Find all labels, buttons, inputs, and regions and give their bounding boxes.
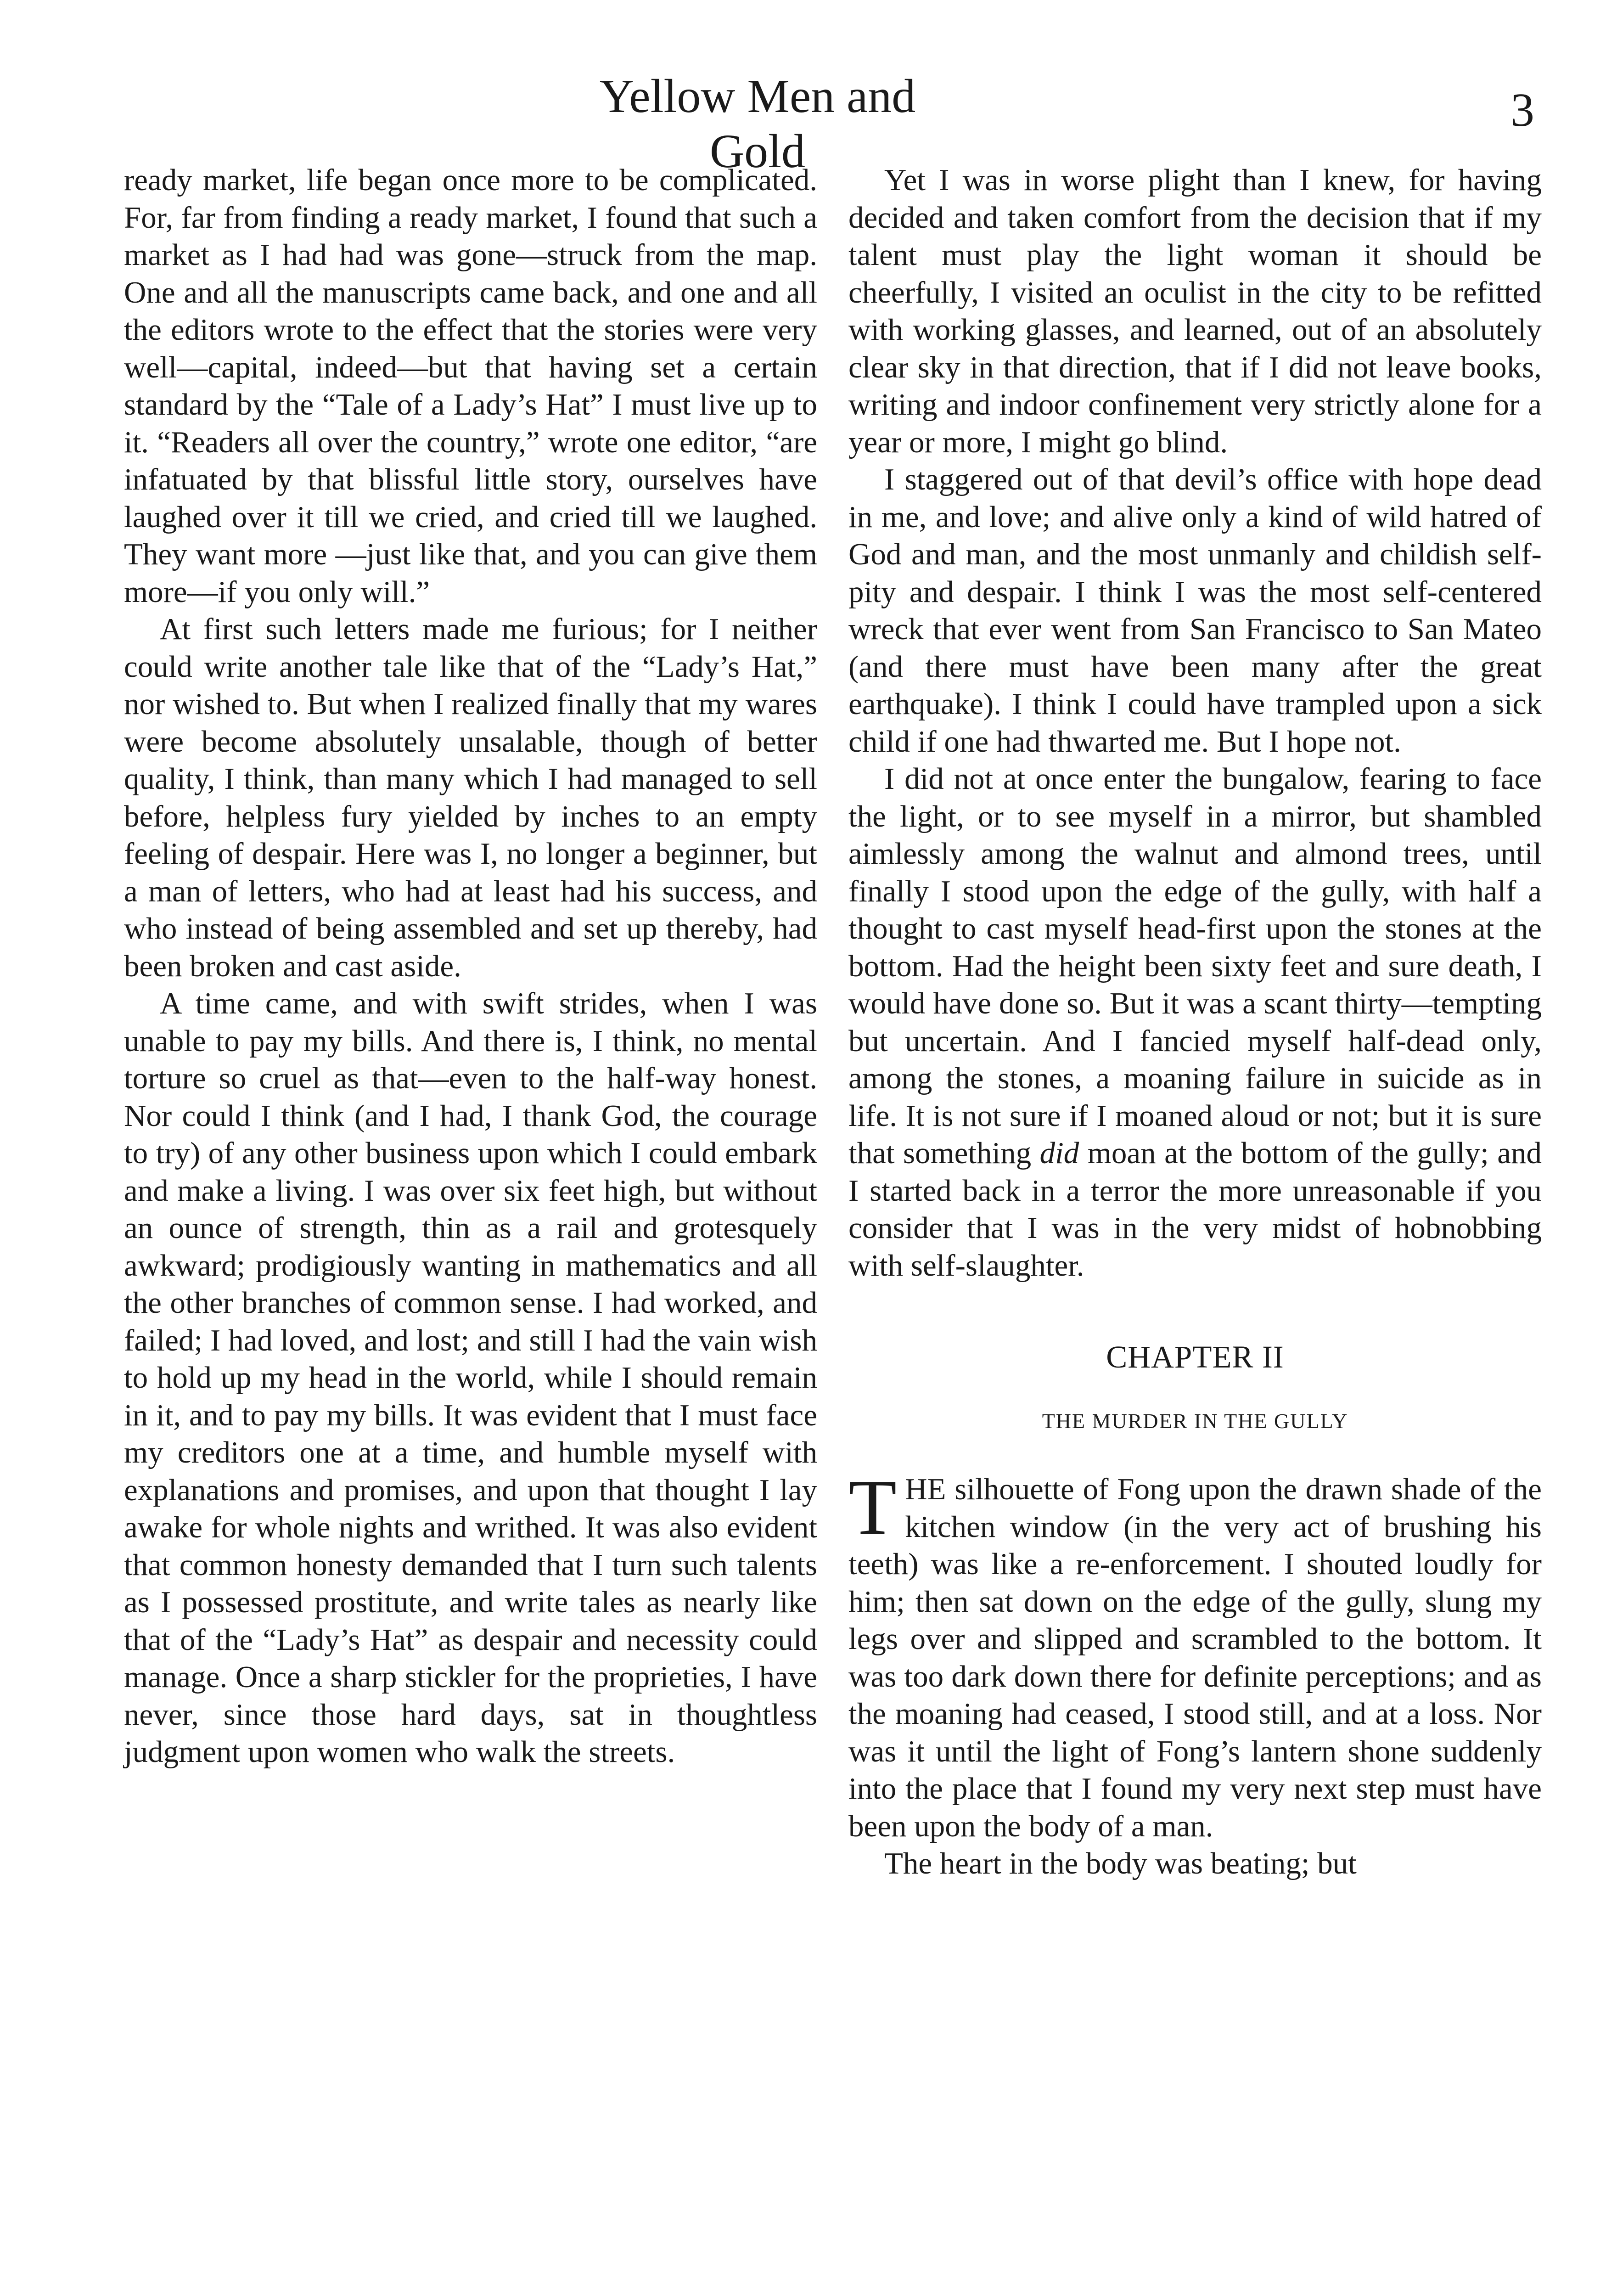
chapter-opening-paragraph [848, 1464, 1542, 1845]
right-paragraph-2: I staggered out of that devil’s office with hope dead in me, and love; and alive only a kind of wild hatred of God and man, and the most unmanly and childish self-pity and despair. I think I was the most self-centered wreck that ever went from San Francisco to San Mateo (and there must have been many after the great earthquake). I think I could have trampled upon a sick child if one had thwarted me. But I hope not. [848, 462, 1542, 759]
page-number: 3 [1510, 84, 1534, 136]
right-paragraph-1: Yet I was in worse plight than I knew, for having decided and taken comfort from the decision that if my talent must play the light woman it should be cheerfully, I visited an oculist in the city to be refitted with working glasses, and learned, out of an absolutely clear sky in that direction, that if I did not leave books, writing and indoor confinement very strictly alone for a year or more, I might go blind. [848, 163, 1542, 459]
running-title: Yellow Men and Gold [599, 70, 916, 178]
left-paragraph-3: A time came, and with swift strides, when I was unable to pay my bills. And there is, I think, no mental torture so cruel as that—even to the half-way honest. Nor could I think (and I had, I thank God, the courage to try) of any other business upon which I could embark and make a living. I was over six feet high, but without an ounce of strength, thin as a rail and grotesquely awkward; prodigiously wanting in mathematics and all the other branches of common sense. I had worked, and failed; I had loved, and lost; and still I had the vain wish to hold up my head in the world, while I should remain in it, and to pay my bills. It was evident that I must face my creditors one at a time, and humble myself with explanations and promises, and upon that thought I lay awake for whole nights and writhed. It was also evident that common honesty demanded that I turn such talents as I possessed prostitute, and write tales as nearly like that of the “Lady’s Hat” as despair and necessity could manage. Once a sharp stickler for the proprieties, I have never, since those hard days, sat in thoughtless judgment upon women who walk the streets. [124, 986, 817, 1769]
right-paragraph-5: The heart in the body was beating; but [884, 1846, 1357, 1880]
left-column [124, 162, 817, 1771]
right-column [848, 162, 1542, 1883]
right-paragraph-3-start: I did not at once enter the bungalow, fearing to face the light, or to see myself in a mirror, but shambled aimlessly among the walnut and almond trees, until finally I stood upon the edge of the gully, with half a thought to cast myself head-first upon the stones at the bottom. Had the height been sixty feet and sure death, I would have done so. But it was a scant thirty—tempting but uncertain. And I fancied myself half-dead only, among the stones, a moaning failure in suicide as in life. It is not sure if I moaned aloud or not; but it is sure that something [848, 762, 1542, 1170]
right-paragraph-3 [848, 760, 1542, 1284]
right-paragraph-3-end: moan at the bottom of the gully; and I started back in a terror the more unreasonable if you consider that I was in the very midst of hobnobbing with self-slaughter. [848, 1136, 1542, 1283]
left-paragraph-1: ready market, life began once more to be complicated. For, far from finding a ready market, I found that such a market as I had had was gone—struck from the map. One and all the manuscripts came back, and one and all the editors wrote to the effect that the stories were very well—capital, indeed—but that having set a certain standard by the “Tale of a Lady’s Hat” I must live up to it. “Readers all over the country,” wrote one editor, “are infatuated by that blissful little story, ourselves have laughed over it till we cried, and cried till we laughed. They want more —just like that, and you can give them more—if you only will.” [124, 163, 817, 609]
chapter-opening-text: HE silhouette of Fong upon the drawn shade of the kitchen window (in the very act of brushing his teeth) was like a re-enforcement. I shouted loudly for him; then sat down on the edge of the gully, slung my legs over and slipped and scrambled to the bottom. It was too dark down there for definite perceptions; and as the moaning had ceased, I stood still, and at a loss. Nor was it until the light of Fong’s lantern shone suddenly into the place that I found my very next step must have been upon the body of a man. [848, 1472, 1542, 1843]
left-paragraph-2: At first such letters made me furious; for I neither could write another tale like that of the “Lady’s Hat,” nor wished to. But when I realized finally that my wares were become absolutely unsalable, though of better quality, I think, than many which I had managed to sell before, helpless fury yielded by inches to an empty feeling of despair. Here was I, no longer a beginner, but a man of letters, who had at least had his success, and who instead of being assembled and set up thereby, had been broken and cast aside. [124, 612, 817, 983]
drop-cap: T [848, 1464, 897, 1551]
chapter-heading: CHAPTER II [1106, 1339, 1284, 1374]
chapter-subtitle: THE MURDER IN THE GULLY [1042, 1409, 1348, 1433]
italic-emphasis: did [1039, 1136, 1079, 1170]
